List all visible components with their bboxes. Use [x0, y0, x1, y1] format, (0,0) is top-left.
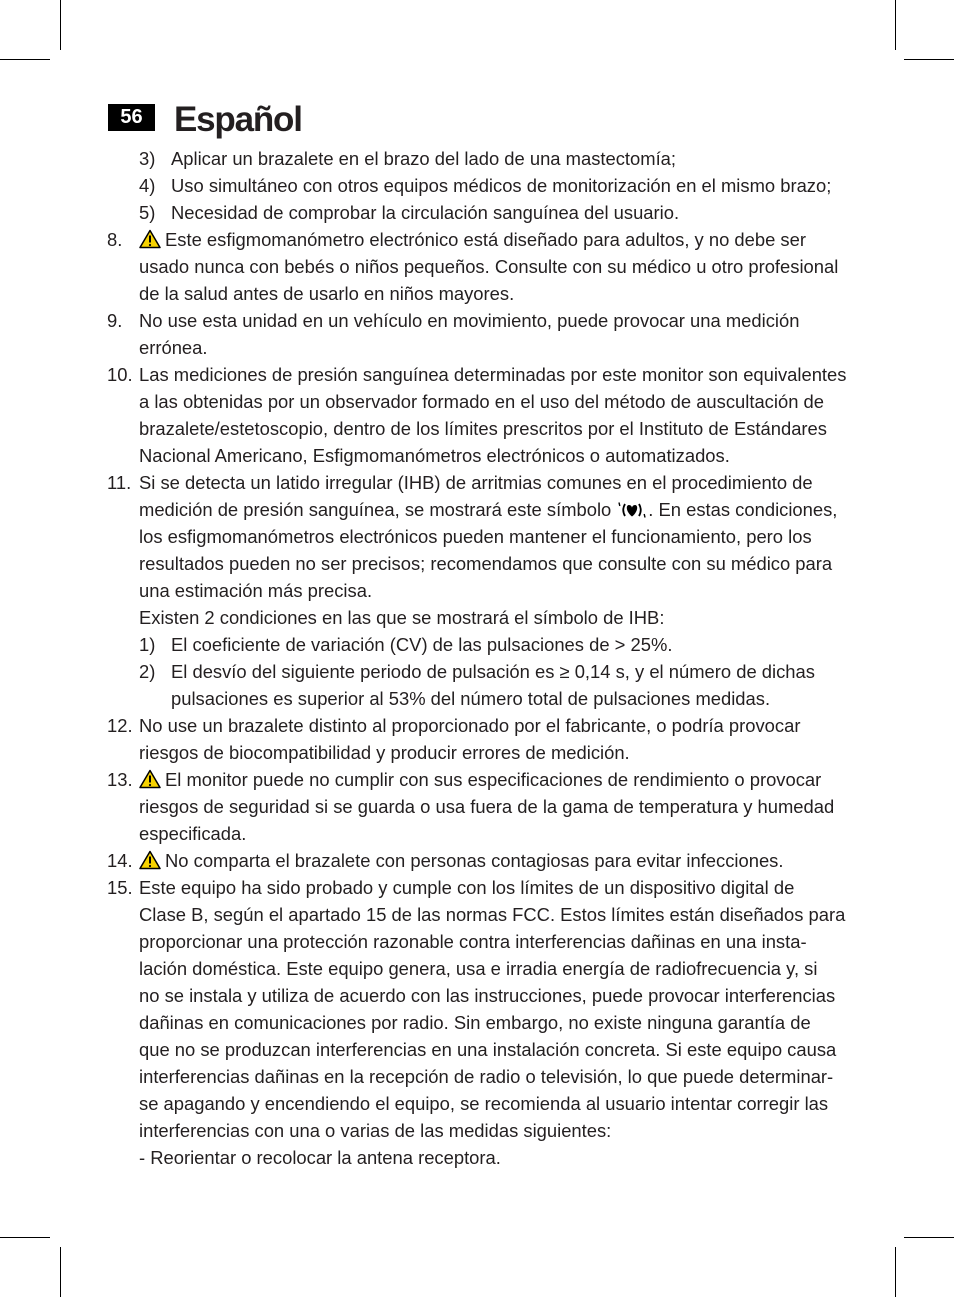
list-item-text: interferencias dañinas en la recepción de radio o televisión, lo que puede determinar- [139, 1066, 834, 1087]
list-item-continuation [0, 955, 954, 982]
list-marker: 4) [139, 175, 156, 196]
list-item-text: usado nunca con bebés o niños pequeños. Consulte con su médico u otro profesional [139, 256, 839, 277]
warning-icon [139, 850, 161, 870]
list-item-text-line [139, 496, 837, 523]
list-item-continuation [0, 1117, 954, 1144]
list-item-text: . En estas condiciones, [648, 499, 838, 520]
irregular-heartbeat-icon [616, 501, 648, 519]
list-item-text: - Reorientar o recolocar la antena receptora. [139, 1147, 501, 1168]
warning-icon [139, 769, 161, 789]
list-item [0, 766, 954, 793]
list-item-continuation [0, 280, 954, 307]
list-marker: 12. [107, 715, 133, 736]
list-item-text-line [139, 847, 783, 874]
list-item-text: No use un brazalete distinto al proporcionado por el fabricante, o podría provocar [139, 715, 801, 736]
list-item-text: Nacional Americano, Esfigmomanómetros electrónicos o automatizados. [139, 445, 730, 466]
document-body [0, 145, 954, 1171]
list-item-text: una estimación más precisa. [139, 580, 373, 601]
list-item-text: No use esta unidad en un vehículo en movimiento, puede provocar una medición [139, 310, 800, 331]
list-item-continuation [0, 1063, 954, 1090]
list-item-text: se apagando y encendiendo el equipo, se recomienda al usuario intentar corregir las [139, 1093, 829, 1114]
list-marker: 8. [107, 229, 123, 250]
crop-mark [0, 59, 50, 60]
list-marker: 9. [107, 310, 123, 331]
crop-mark [895, 1247, 896, 1297]
list-item-text: No comparta el brazalete con personas contagiosas para evitar infecciones. [165, 850, 784, 871]
list-item-text: Necesidad de comprobar la circulación sanguínea del usuario. [171, 202, 680, 223]
list-item-text: no se instala y utiliza de acuerdo con las instrucciones, puede provocar interferencias [139, 985, 836, 1006]
list-item-continuation [0, 901, 954, 928]
list-item-text: Las mediciones de presión sanguínea determinadas por este monitor son equivalentes [139, 364, 847, 385]
crop-mark [0, 1237, 50, 1238]
list-marker: 13. [107, 769, 133, 790]
page-title: Español [174, 100, 302, 139]
list-item-continuation [0, 253, 954, 280]
crop-mark [895, 0, 896, 50]
list-item [0, 847, 954, 874]
list-item-text: proporcionar una protección razonable contra interferencias dañinas en una insta- [139, 931, 807, 952]
list-item-text: riesgos de biocompatibilidad y producir errores de medición. [139, 742, 630, 763]
list-marker: 15. [107, 877, 133, 898]
list-item-text: pulsaciones es superior al 53% del número total de pulsaciones medidas. [171, 688, 771, 709]
list-marker: 14. [107, 850, 133, 871]
list-item-text: riesgos de seguridad si se guarda o usa fuera de la gama de temperatura y humedad [139, 796, 835, 817]
list-item-text-line [139, 766, 821, 793]
list-item-text: interferencias con una o varias de las medidas siguientes: [139, 1120, 612, 1141]
list-marker: 2) [139, 661, 156, 682]
list-item [0, 361, 954, 388]
page-number: 56 [108, 104, 155, 131]
list-item-continuation [0, 550, 954, 577]
warning-icon [139, 229, 161, 249]
list-item-continuation [0, 577, 954, 604]
list-item-text: Este esfigmomanómetro electrónico está diseñado para adultos, y no debe ser [165, 229, 806, 250]
list-item-text: El desvío del siguiente periodo de pulsación es ≥ 0,14 s, y el número de dichas [171, 661, 815, 682]
list-item-text: lación doméstica. Este equipo genera, usa e irradia energía de radiofrecuencia y, si [139, 958, 818, 979]
list-item-continuation [0, 1009, 954, 1036]
crop-mark [904, 1237, 954, 1238]
list-item-text: El monitor puede no cumplir con sus especificaciones de rendimiento o provocar [165, 769, 822, 790]
list-item-text: a las obtenidas por un observador formado en el uso del método de auscultación de [139, 391, 824, 412]
list-item [0, 145, 954, 172]
list-marker: 11. [107, 472, 132, 493]
list-item-continuation [0, 523, 954, 550]
list-item-note [0, 604, 954, 631]
list-item-continuation [0, 496, 954, 523]
list-item-text: brazalete/estetoscopio, dentro de los límites prescritos por el Instituto de Estándares [139, 418, 827, 439]
list-item-text: resultados pueden no ser precisos; recomendamos que consulte con su médico para [139, 553, 833, 574]
list-item [0, 199, 954, 226]
list-item-continuation [0, 1090, 954, 1117]
list-item-text: medición de presión sanguínea, se mostrará este símbolo [139, 499, 612, 520]
list-item [0, 874, 954, 901]
list-item-text: Existen 2 condiciones en las que se mostrará el símbolo de IHB: [139, 607, 665, 628]
list-item-text: especificada. [139, 823, 247, 844]
list-item-text: que no se produzcan interferencias en una instalación concreta. Si este equipo causa [139, 1039, 837, 1060]
list-item-continuation [0, 928, 954, 955]
list-marker: 10. [107, 364, 133, 385]
list-item-continuation [0, 415, 954, 442]
sub-list-item [0, 658, 954, 685]
list-item [0, 172, 954, 199]
crop-mark [60, 1247, 61, 1297]
list-item-continuation [0, 820, 954, 847]
list-item-note [0, 1144, 954, 1171]
list-item-continuation [0, 442, 954, 469]
list-marker: 1) [139, 634, 156, 655]
sub-list-item [0, 631, 954, 658]
list-item-text: Este equipo ha sido probado y cumple con los límites de un dispositivo digital de [139, 877, 795, 898]
list-item-continuation [0, 739, 954, 766]
list-item-continuation [0, 1036, 954, 1063]
list-item-text: dañinas en comunicaciones por radio. Sin embargo, no existe ninguna garantía de [139, 1012, 811, 1033]
list-item-continuation [0, 388, 954, 415]
list-item-text: los esfigmomanómetros electrónicos pueden mantener el funcionamiento, pero los [139, 526, 812, 547]
list-item-continuation [0, 982, 954, 1009]
list-item-continuation [0, 793, 954, 820]
list-marker: 3) [139, 148, 156, 169]
list-item-text-line [139, 226, 806, 253]
list-item-text: Uso simultáneo con otros equipos médicos de monitorización en el mismo brazo; [171, 175, 832, 196]
list-item [0, 226, 954, 253]
list-marker: 5) [139, 202, 156, 223]
list-item-text: errónea. [139, 337, 208, 358]
list-item [0, 307, 954, 334]
crop-mark [904, 59, 954, 60]
sub-list-item-continuation [0, 685, 954, 712]
list-item-text: Si se detecta un latido irregular (IHB) de arritmias comunes en el procedimiento de [139, 472, 813, 493]
list-item-text: Clase B, según el apartado 15 de las normas FCC. Estos límites están diseñados para [139, 904, 846, 925]
list-item-text: El coeficiente de variación (CV) de las pulsaciones de > 25%. [171, 634, 673, 655]
list-item [0, 469, 954, 496]
list-item-continuation [0, 334, 954, 361]
list-item-text: de la salud antes de usarlo en niños mayores. [139, 283, 515, 304]
list-item [0, 712, 954, 739]
list-item-text: Aplicar un brazalete en el brazo del lado de una mastectomía; [171, 148, 677, 169]
crop-mark [60, 0, 61, 50]
